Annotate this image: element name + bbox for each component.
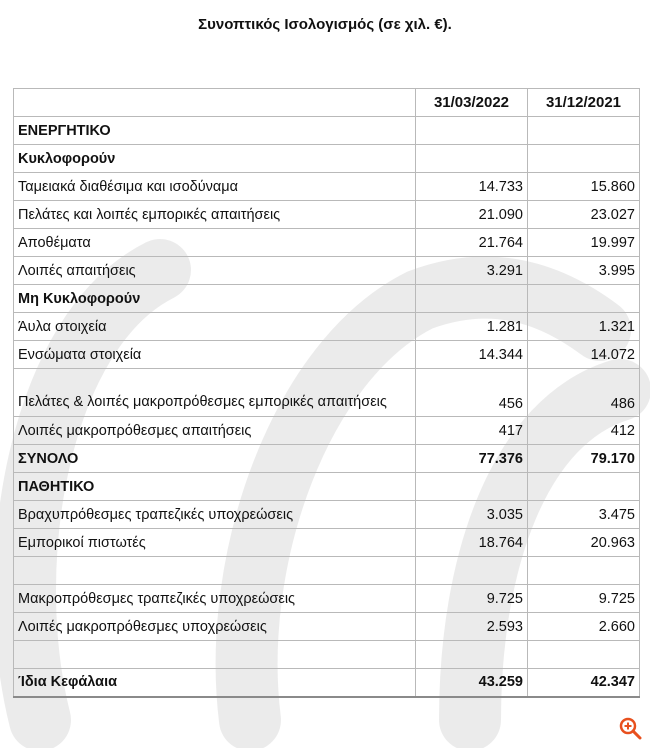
row-value-2022: 1.281 [416,313,528,341]
table-row [14,501,640,529]
row-label: ΕΝΕΡΓΗΤΙΚΟ [14,117,416,145]
row-value-2022: 417 [416,417,528,445]
table-row [14,285,640,313]
row-label: Λοιπές απαιτήσεις [14,257,416,285]
row-value-2022: 456 [416,369,528,417]
row-label: Ίδια Κεφάλαια [14,669,416,697]
row-value-2022: 18.764 [416,529,528,557]
table-row [14,613,640,641]
header-date-2021: 31/12/2021 [528,89,640,117]
row-value-2021: 486 [528,369,640,417]
row-value-2021: 3.475 [528,501,640,529]
row-label [14,557,416,585]
row-value-2021 [528,473,640,501]
row-value-2022 [416,285,528,313]
row-value-2022 [416,145,528,173]
row-label: Λοιπές μακροπρόθεσμες απαιτήσεις [14,417,416,445]
row-label: Βραχυπρόθεσμες τραπεζικές υποχρεώσεις [14,501,416,529]
row-value-2021: 9.725 [528,585,640,613]
table-row [14,173,640,201]
table-row [14,201,640,229]
row-value-2022 [416,557,528,585]
row-value-2022: 43.259 [416,669,528,697]
row-value-2022: 21.764 [416,229,528,257]
row-value-2022: 2.593 [416,613,528,641]
row-value-2021: 14.072 [528,341,640,369]
row-value-2021: 1.321 [528,313,640,341]
row-value-2021: 23.027 [528,201,640,229]
table-row-empty [14,641,640,669]
row-label: Μη Κυκλοφορούν [14,285,416,313]
row-value-2022 [416,473,528,501]
row-label [14,641,416,669]
table-row [14,529,640,557]
table-row-empty [14,557,640,585]
row-value-2021: 19.997 [528,229,640,257]
table-row [14,585,640,613]
table-row [14,341,640,369]
row-label: Κυκλοφορούν [14,145,416,173]
row-value-2022: 77.376 [416,445,528,473]
row-label: ΠΑΘΗΤΙΚΟ [14,473,416,501]
row-label: ΣΥΝΟΛΟ [14,445,416,473]
header-date-2022: 31/03/2022 [416,89,528,117]
row-value-2021 [528,145,640,173]
row-value-2021: 42.347 [528,669,640,697]
row-value-2021: 15.860 [528,173,640,201]
row-label: Πελάτες & λοιπές μακροπρόθεσμες εμπορικές απαιτήσεις [14,369,416,417]
balance-sheet-table [13,88,640,698]
row-value-2022: 14.733 [416,173,528,201]
row-value-2022 [416,641,528,669]
table-header-row [14,89,640,117]
row-label: Πελάτες και λοιπές εμπορικές απαιτήσεις [14,201,416,229]
row-label: Ενσώματα στοιχεία [14,341,416,369]
row-value-2022: 21.090 [416,201,528,229]
row-label: Ταμειακά διαθέσιμα και ισοδύναμα [14,173,416,201]
row-label: Μακροπρόθεσμες τραπεζικές υποχρεώσεις [14,585,416,613]
row-label: Εμπορικοί πιστωτές [14,529,416,557]
table-row-total [14,445,640,473]
row-value-2021: 2.660 [528,613,640,641]
row-value-2021 [528,117,640,145]
table-row [14,369,640,417]
row-value-2021 [528,285,640,313]
row-value-2021 [528,641,640,669]
row-label: Λοιπές μακροπρόθεσμες υποχρεώσεις [14,613,416,641]
table-row [14,313,640,341]
page-title: Συνοπτικός Ισολογισμός (σε χιλ. €). [198,16,452,33]
row-value-2021: 3.995 [528,257,640,285]
row-label: Αποθέματα [14,229,416,257]
row-value-2022: 3.291 [416,257,528,285]
table-row [14,145,640,173]
table-row [14,117,640,145]
header-label-cell [14,89,416,117]
row-value-2021 [528,557,640,585]
row-value-2022: 3.035 [416,501,528,529]
table-row [14,257,640,285]
zoom-in-icon[interactable] [618,716,642,740]
table-row [14,229,640,257]
row-value-2022 [416,117,528,145]
row-value-2022: 14.344 [416,341,528,369]
table-row-equity [14,669,640,697]
table-row [14,473,640,501]
row-value-2022: 9.725 [416,585,528,613]
row-value-2021: 20.963 [528,529,640,557]
row-value-2021: 79.170 [528,445,640,473]
row-value-2021: 412 [528,417,640,445]
table-row [14,417,640,445]
row-label: Άυλα στοιχεία [14,313,416,341]
